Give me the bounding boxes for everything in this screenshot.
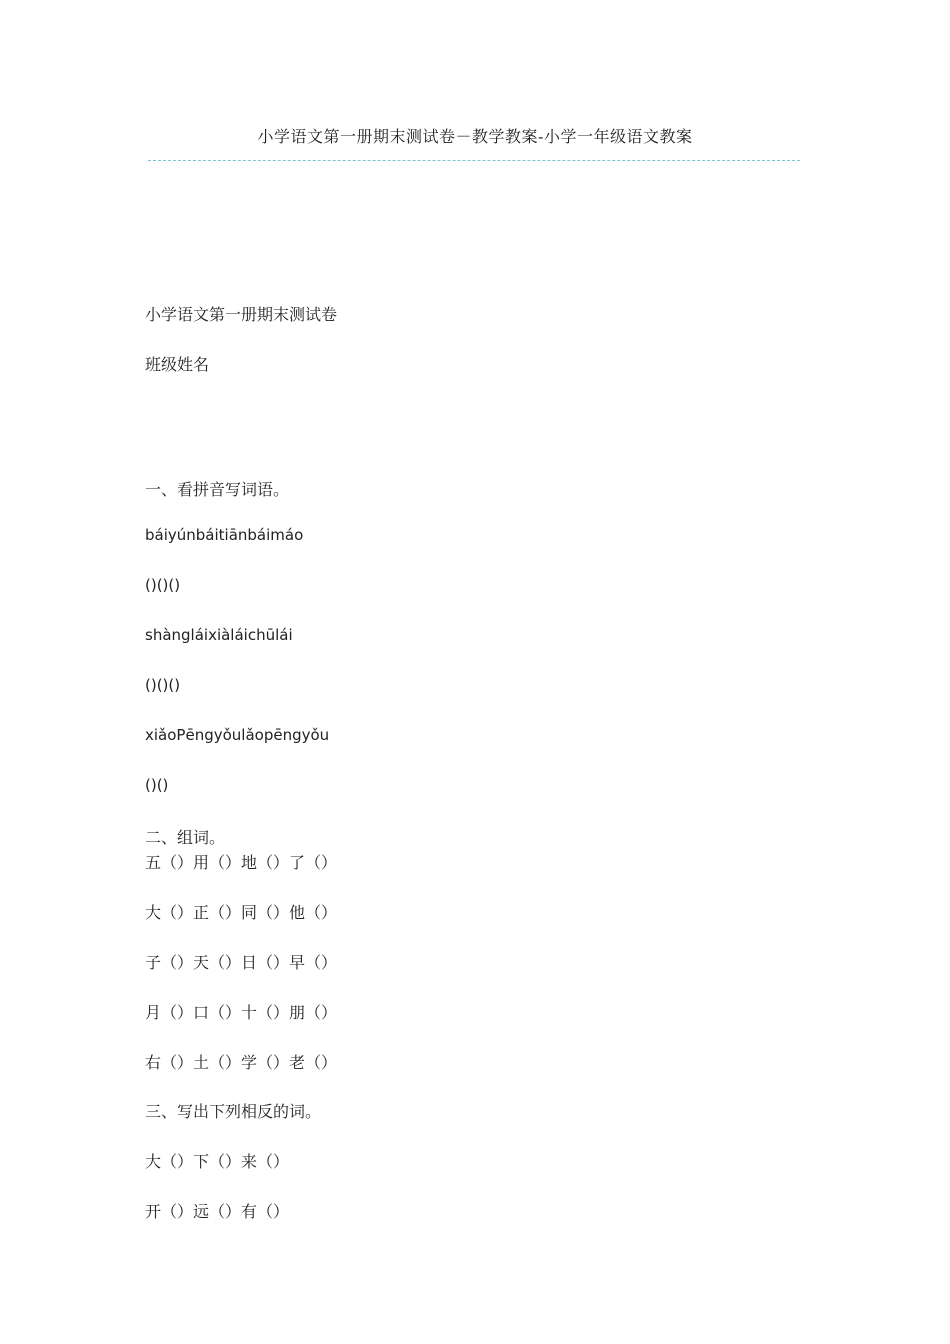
section-3-heading: 三、写出下列相反的词。 — [145, 1102, 322, 1121]
antonym-row-1: 大（）下（）来（） — [145, 1152, 290, 1171]
exam-title: 小学语文第一册期末测试卷 — [145, 305, 338, 324]
page-header-title: 小学语文第一册期末测试卷－教学教案-小学一年级语文教案 — [257, 127, 693, 146]
answer-blanks-row-1: ()()() — [145, 576, 181, 594]
pinyin-row-2: shàngláixiàláichūlái — [145, 626, 293, 644]
section-1-heading: 一、看拼音写词语。 — [145, 480, 290, 499]
pinyin-row-1: báiyúnbáitiānbáimáo — [145, 526, 304, 544]
word-group-row-4: 月（）口（）十（）朋（） — [145, 1003, 338, 1022]
class-name-line: 班级姓名 — [145, 355, 210, 374]
word-group-row-1: 五（）用（）地（）了（） — [145, 853, 338, 872]
antonym-row-2: 开（）远（）有（） — [145, 1202, 290, 1221]
word-group-row-2: 大（）正（）同（）他（） — [145, 903, 338, 922]
answer-blanks-row-3: ()() — [145, 776, 169, 794]
word-group-row-5: 右（）土（）学（）老（） — [145, 1053, 338, 1072]
answer-blanks-row-2: ()()() — [145, 676, 181, 694]
pinyin-row-3: xiǎoPēngyǒulǎopēngyǒu — [145, 726, 330, 744]
word-group-row-3: 子（）天（）日（）早（） — [145, 953, 338, 972]
header-divider — [148, 160, 800, 161]
section-2-heading: 二、组词。 — [145, 828, 226, 847]
